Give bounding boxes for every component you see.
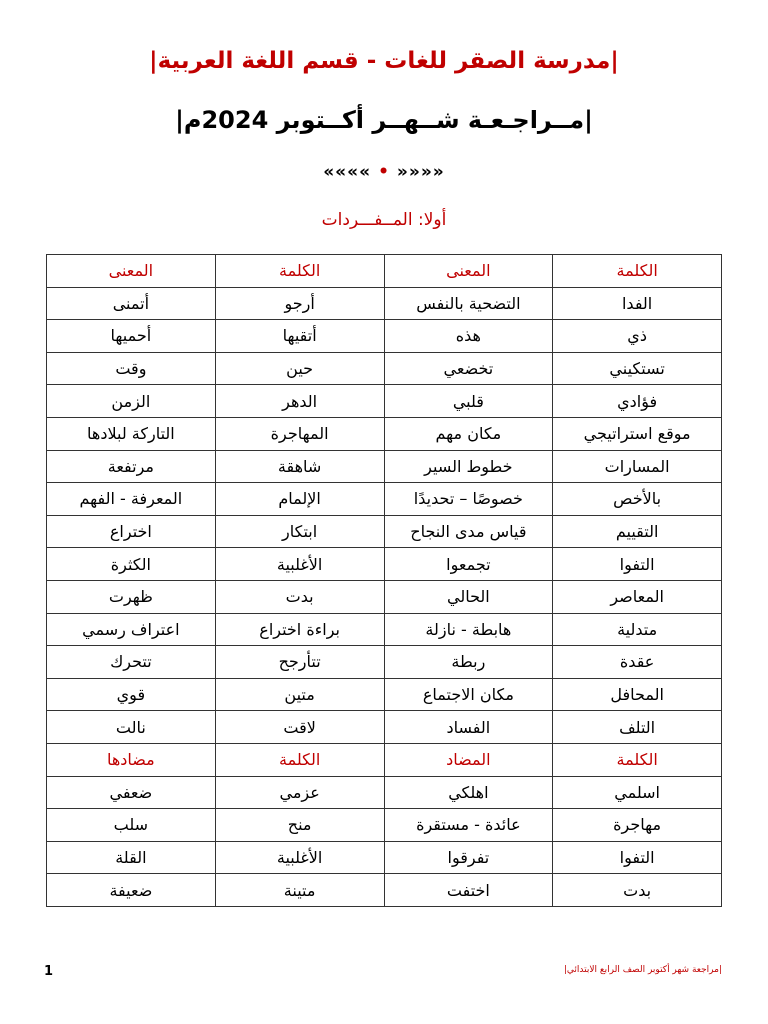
table-cell: اهلكي [384,776,553,809]
table-row [47,352,722,385]
table-row [47,580,722,613]
table-cell: المحافل [553,678,722,711]
table-cell: تستكيني [553,352,722,385]
review-title: |مــراجـعـة شــهــر أكــتوبر 2024م| [175,106,593,134]
table-header-cell: الكلمة [215,255,384,288]
table-cell: التفوا [553,548,722,581]
table-cell: مكان مهم [384,417,553,450]
table-cell: المعرفة - الفهم [47,483,216,516]
table-cell: الفدا [553,287,722,320]
table-cell: الأغلبية [215,841,384,874]
table-row [47,809,722,842]
table-cell: الإلمام [215,483,384,516]
table-cell: لاقت [215,711,384,744]
table-row [47,776,722,809]
table-cell: عزمي [215,776,384,809]
table-cell: نالت [47,711,216,744]
table-cell: عقدة [553,646,722,679]
vocabulary-table [46,254,722,907]
table-cell: شاهقة [215,450,384,483]
table-row [47,320,722,353]
table-cell: اعتراف رسمي [47,613,216,646]
table-header-row [47,255,722,288]
table-cell: التضحية بالنفس [384,287,553,320]
page-number: 1 [44,964,54,979]
footer-text: |مراجعة شهر أكتوبر الصف الرابع الابتدائي| [563,965,722,975]
table-cell: مرتفعة [47,450,216,483]
table-cell: القلة [47,841,216,874]
table-cell: ربطة [384,646,553,679]
table-row [47,841,722,874]
table-cell: هابطة - نازلة [384,613,553,646]
table-cell: أتمنى [47,287,216,320]
table-row [47,678,722,711]
table-cell: مهاجرة [553,809,722,842]
table-row [47,613,722,646]
section-heading: أولا: المــفـــردات [321,210,447,230]
table-row [47,287,722,320]
table-row [47,548,722,581]
table-cell: الدهر [215,385,384,418]
table-cell: التفوا [553,841,722,874]
table-cell: ظهرت [47,580,216,613]
table-cell: متينة [215,874,384,907]
table-cell: بدت [215,580,384,613]
ornament-divider [0,162,768,182]
table-cell: موقع استراتيجي [553,417,722,450]
table-cell: تفرقوا [384,841,553,874]
table-header-cell: الكلمة [553,255,722,288]
table-cell: الحالي [384,580,553,613]
ornament-right: »»»» [389,162,445,182]
table-header-cell: مضادها [47,743,216,776]
table-cell: تتحرك [47,646,216,679]
table-cell: قلبي [384,385,553,418]
table-cell: الفساد [384,711,553,744]
ornament-left: «««« [323,162,379,182]
table-row [47,515,722,548]
table-header-row [47,743,722,776]
table-row [47,711,722,744]
table-cell: ذي [553,320,722,353]
table-cell: حين [215,352,384,385]
table-cell: المهاجرة [215,417,384,450]
table-cell: هذه [384,320,553,353]
table-cell: اختراع [47,515,216,548]
table-cell: التاركة لبلادها [47,417,216,450]
table-cell: أتقيها [215,320,384,353]
table-cell: الكثرة [47,548,216,581]
table-header-cell: الكلمة [215,743,384,776]
table-cell: الأغلبية [215,548,384,581]
table-cell: مكان الاجتماع [384,678,553,711]
table-cell: المعاصر [553,580,722,613]
table-cell: فؤادي [553,385,722,418]
table-header-cell: الكلمة [553,743,722,776]
table-cell: اسلمي [553,776,722,809]
table-row [47,385,722,418]
table-row [47,874,722,907]
table-cell: وقت [47,352,216,385]
table-cell: قوي [47,678,216,711]
table-row [47,483,722,516]
table-cell: ضعفي [47,776,216,809]
table-cell: متدلية [553,613,722,646]
table-header-cell: المضاد [384,743,553,776]
table-cell: براءة اختراع [215,613,384,646]
table-cell: بالأخص [553,483,722,516]
table-row [47,646,722,679]
table-cell: ضعيفة [47,874,216,907]
table-cell: قياس مدى النجاح [384,515,553,548]
table-cell: منح [215,809,384,842]
table-cell: تتأرجح [215,646,384,679]
table-cell: التقييم [553,515,722,548]
ornament-dot: • [378,162,390,182]
table-cell: التلف [553,711,722,744]
table-cell: الزمن [47,385,216,418]
table-cell: سلب [47,809,216,842]
table-cell: خطوط السير [384,450,553,483]
table-cell: اختفت [384,874,553,907]
table-cell: عائدة - مستقرة [384,809,553,842]
table-cell: المسارات [553,450,722,483]
table-row [47,417,722,450]
table-header-cell: المعنى [384,255,553,288]
table-cell: متين [215,678,384,711]
table-header-cell: المعنى [47,255,216,288]
table-cell: أحميها [47,320,216,353]
school-title: |مدرسة الصقر للغات - قسم اللغة العربية| [149,48,619,74]
table-cell: خصوصًا – تحديدًا [384,483,553,516]
table-cell: أرجو [215,287,384,320]
table-cell: تجمعوا [384,548,553,581]
table-cell: تخضعي [384,352,553,385]
table-cell: بدت [553,874,722,907]
table-row [47,450,722,483]
table-cell: ابتكار [215,515,384,548]
